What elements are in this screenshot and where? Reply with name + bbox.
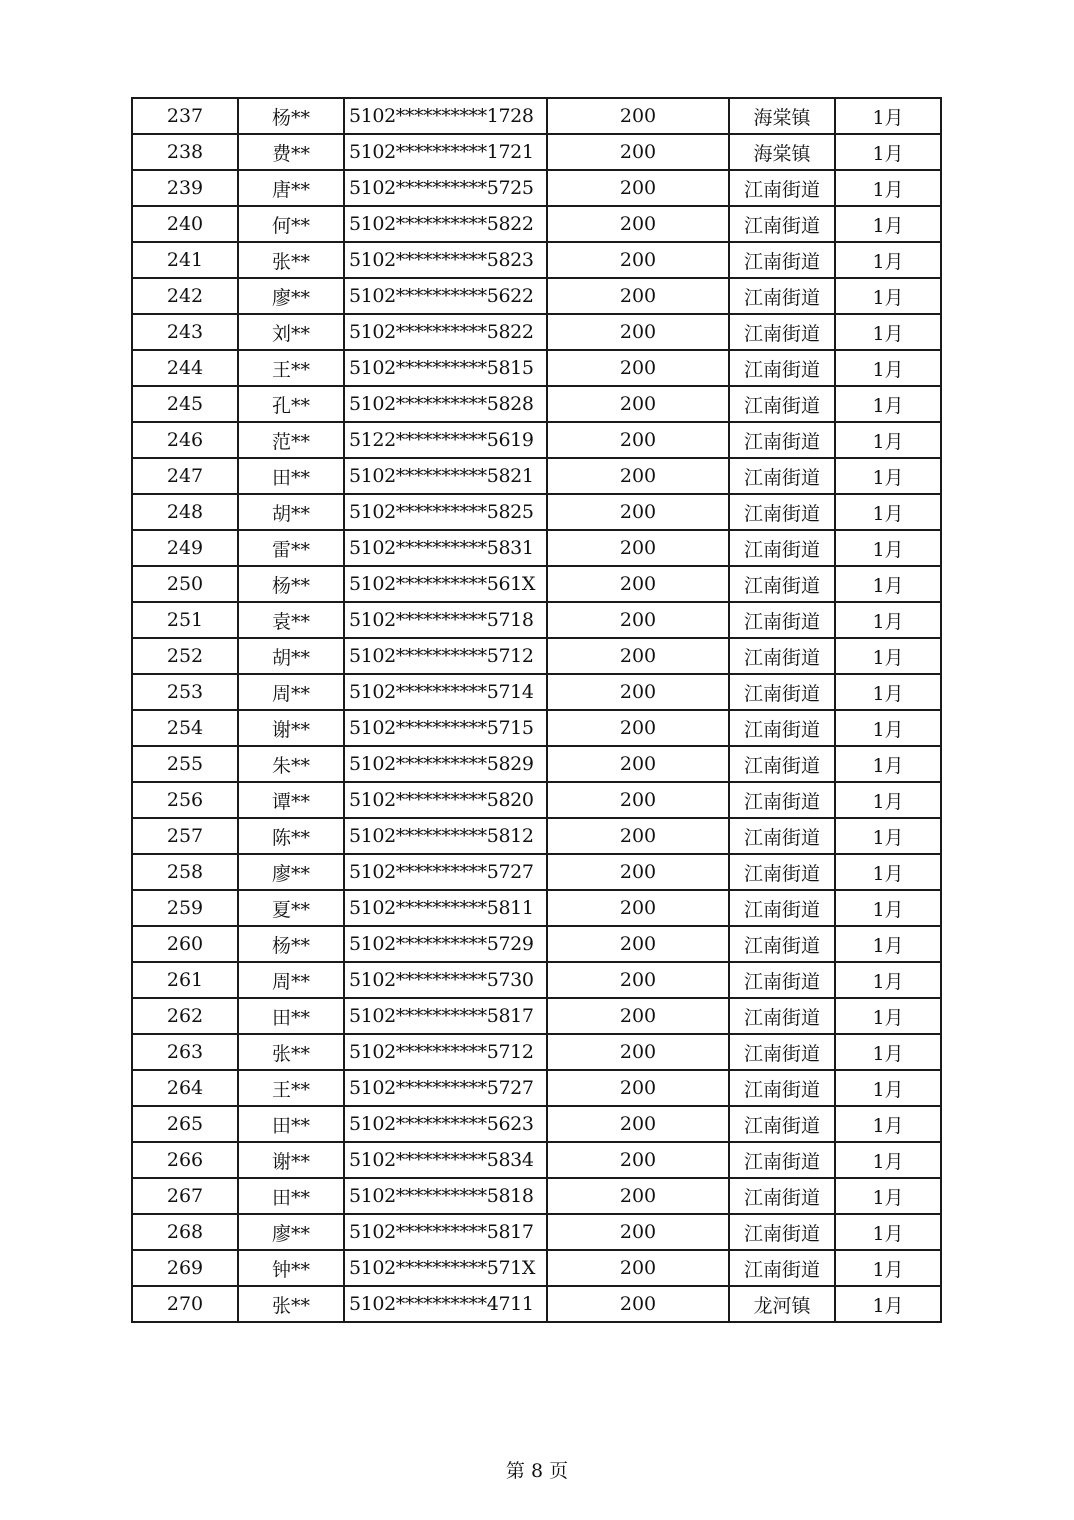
name-cell: 胡** — [238, 638, 344, 674]
id-number-cell: 5102**********5718 — [344, 602, 547, 638]
area-cell: 海棠镇 — [729, 98, 835, 134]
name-cell: 谢** — [238, 1142, 344, 1178]
id-number-cell: 5102**********1728 — [344, 98, 547, 134]
table-row — [132, 1286, 941, 1322]
amount-cell: 200 — [547, 854, 729, 890]
amount-cell: 200 — [547, 926, 729, 962]
amount-cell: 200 — [547, 422, 729, 458]
table-body — [132, 98, 941, 1322]
amount-cell: 200 — [547, 566, 729, 602]
area-cell: 江南街道 — [729, 1070, 835, 1106]
month-cell: 1月 — [835, 1034, 941, 1070]
area-cell: 江南街道 — [729, 494, 835, 530]
area-cell: 龙河镇 — [729, 1286, 835, 1322]
row-number-cell: 263 — [132, 1034, 238, 1070]
month-cell: 1月 — [835, 1070, 941, 1106]
table-row — [132, 206, 941, 242]
name-cell: 廖** — [238, 278, 344, 314]
month-cell: 1月 — [835, 602, 941, 638]
name-cell: 王** — [238, 1070, 344, 1106]
area-cell: 江南街道 — [729, 206, 835, 242]
row-number-cell: 242 — [132, 278, 238, 314]
amount-cell: 200 — [547, 242, 729, 278]
table-row — [132, 566, 941, 602]
month-cell: 1月 — [835, 854, 941, 890]
area-cell: 江南街道 — [729, 1106, 835, 1142]
amount-cell: 200 — [547, 998, 729, 1034]
id-number-cell: 5102**********5730 — [344, 962, 547, 998]
table-row — [132, 386, 941, 422]
name-cell: 胡** — [238, 494, 344, 530]
area-cell: 江南街道 — [729, 962, 835, 998]
row-number-cell: 249 — [132, 530, 238, 566]
row-number-cell: 251 — [132, 602, 238, 638]
month-cell: 1月 — [835, 1106, 941, 1142]
month-cell: 1月 — [835, 494, 941, 530]
month-cell: 1月 — [835, 278, 941, 314]
row-number-cell: 256 — [132, 782, 238, 818]
name-cell: 张** — [238, 1286, 344, 1322]
table-row — [132, 1142, 941, 1178]
row-number-cell: 246 — [132, 422, 238, 458]
name-cell: 唐** — [238, 170, 344, 206]
area-cell: 江南街道 — [729, 350, 835, 386]
id-number-cell: 5102**********5822 — [344, 206, 547, 242]
table-row — [132, 494, 941, 530]
row-number-cell: 245 — [132, 386, 238, 422]
amount-cell: 200 — [547, 98, 729, 134]
table-row — [132, 674, 941, 710]
row-number-cell: 261 — [132, 962, 238, 998]
table-row — [132, 1070, 941, 1106]
name-cell: 田** — [238, 1178, 344, 1214]
name-cell: 杨** — [238, 98, 344, 134]
amount-cell: 200 — [547, 782, 729, 818]
area-cell: 江南街道 — [729, 530, 835, 566]
row-number-cell: 267 — [132, 1178, 238, 1214]
table-row — [132, 422, 941, 458]
amount-cell: 200 — [547, 386, 729, 422]
month-cell: 1月 — [835, 530, 941, 566]
id-number-cell: 5122**********5619 — [344, 422, 547, 458]
id-number-cell: 5102**********5714 — [344, 674, 547, 710]
id-number-cell: 5102**********5829 — [344, 746, 547, 782]
row-number-cell: 250 — [132, 566, 238, 602]
id-number-cell: 5102**********5831 — [344, 530, 547, 566]
row-number-cell: 265 — [132, 1106, 238, 1142]
name-cell: 周** — [238, 674, 344, 710]
id-number-cell: 5102**********5822 — [344, 314, 547, 350]
table-row — [132, 1106, 941, 1142]
month-cell: 1月 — [835, 998, 941, 1034]
table-row — [132, 98, 941, 134]
amount-cell: 200 — [547, 1214, 729, 1250]
name-cell: 范** — [238, 422, 344, 458]
row-number-cell: 270 — [132, 1286, 238, 1322]
month-cell: 1月 — [835, 1178, 941, 1214]
name-cell: 王** — [238, 350, 344, 386]
area-cell: 江南街道 — [729, 422, 835, 458]
amount-cell: 200 — [547, 314, 729, 350]
row-number-cell: 243 — [132, 314, 238, 350]
area-cell: 江南街道 — [729, 170, 835, 206]
id-number-cell: 5102**********5817 — [344, 1214, 547, 1250]
amount-cell: 200 — [547, 458, 729, 494]
table-row — [132, 314, 941, 350]
row-number-cell: 244 — [132, 350, 238, 386]
id-number-cell: 5102**********5820 — [344, 782, 547, 818]
area-cell: 江南街道 — [729, 782, 835, 818]
table-row — [132, 926, 941, 962]
name-cell: 刘** — [238, 314, 344, 350]
row-number-cell: 241 — [132, 242, 238, 278]
month-cell: 1月 — [835, 1214, 941, 1250]
area-cell: 江南街道 — [729, 674, 835, 710]
row-number-cell: 266 — [132, 1142, 238, 1178]
id-number-cell: 5102**********5811 — [344, 890, 547, 926]
table-row — [132, 1034, 941, 1070]
name-cell: 袁** — [238, 602, 344, 638]
row-number-cell: 260 — [132, 926, 238, 962]
row-number-cell: 269 — [132, 1250, 238, 1286]
row-number-cell: 247 — [132, 458, 238, 494]
name-cell: 廖** — [238, 1214, 344, 1250]
table-row — [132, 278, 941, 314]
amount-cell: 200 — [547, 170, 729, 206]
id-number-cell: 5102**********5815 — [344, 350, 547, 386]
month-cell: 1月 — [835, 638, 941, 674]
table-row — [132, 998, 941, 1034]
month-cell: 1月 — [835, 962, 941, 998]
name-cell: 费** — [238, 134, 344, 170]
month-cell: 1月 — [835, 1250, 941, 1286]
table-row — [132, 242, 941, 278]
table-row — [132, 350, 941, 386]
area-cell: 江南街道 — [729, 890, 835, 926]
amount-cell: 200 — [547, 278, 729, 314]
row-number-cell: 253 — [132, 674, 238, 710]
month-cell: 1月 — [835, 746, 941, 782]
id-number-cell: 5102**********5715 — [344, 710, 547, 746]
table-row — [132, 170, 941, 206]
name-cell: 田** — [238, 458, 344, 494]
month-cell: 1月 — [835, 98, 941, 134]
id-number-cell: 5102**********571X — [344, 1250, 547, 1286]
row-number-cell: 252 — [132, 638, 238, 674]
table-row — [132, 1250, 941, 1286]
area-cell: 江南街道 — [729, 926, 835, 962]
amount-cell: 200 — [547, 1142, 729, 1178]
month-cell: 1月 — [835, 422, 941, 458]
table-row — [132, 530, 941, 566]
amount-cell: 200 — [547, 746, 729, 782]
name-cell: 周** — [238, 962, 344, 998]
table-row — [132, 818, 941, 854]
month-cell: 1月 — [835, 1142, 941, 1178]
name-cell: 谢** — [238, 710, 344, 746]
area-cell: 江南街道 — [729, 1214, 835, 1250]
month-cell: 1月 — [835, 386, 941, 422]
month-cell: 1月 — [835, 134, 941, 170]
amount-cell: 200 — [547, 206, 729, 242]
month-cell: 1月 — [835, 710, 941, 746]
table-row — [132, 134, 941, 170]
area-cell: 江南街道 — [729, 1250, 835, 1286]
row-number-cell: 262 — [132, 998, 238, 1034]
amount-cell: 200 — [547, 1070, 729, 1106]
amount-cell: 200 — [547, 710, 729, 746]
table-row — [132, 602, 941, 638]
name-cell: 孔** — [238, 386, 344, 422]
id-number-cell: 5102**********5825 — [344, 494, 547, 530]
amount-cell: 200 — [547, 350, 729, 386]
row-number-cell: 258 — [132, 854, 238, 890]
table-row — [132, 782, 941, 818]
row-number-cell: 268 — [132, 1214, 238, 1250]
table-row — [132, 638, 941, 674]
name-cell: 张** — [238, 242, 344, 278]
name-cell: 谭** — [238, 782, 344, 818]
amount-cell: 200 — [547, 1034, 729, 1070]
amount-cell: 200 — [547, 1250, 729, 1286]
name-cell: 田** — [238, 998, 344, 1034]
area-cell: 江南街道 — [729, 386, 835, 422]
amount-cell: 200 — [547, 494, 729, 530]
month-cell: 1月 — [835, 566, 941, 602]
id-number-cell: 5102**********4711 — [344, 1286, 547, 1322]
data-table — [131, 97, 942, 1323]
id-number-cell: 5102**********5828 — [344, 386, 547, 422]
table-row — [132, 1214, 941, 1250]
id-number-cell: 5102**********5725 — [344, 170, 547, 206]
table-row — [132, 458, 941, 494]
id-number-cell: 5102**********5623 — [344, 1106, 547, 1142]
area-cell: 江南街道 — [729, 710, 835, 746]
row-number-cell: 257 — [132, 818, 238, 854]
amount-cell: 200 — [547, 674, 729, 710]
month-cell: 1月 — [835, 818, 941, 854]
amount-cell: 200 — [547, 602, 729, 638]
amount-cell: 200 — [547, 962, 729, 998]
month-cell: 1月 — [835, 206, 941, 242]
row-number-cell: 254 — [132, 710, 238, 746]
area-cell: 江南街道 — [729, 278, 835, 314]
name-cell: 雷** — [238, 530, 344, 566]
month-cell: 1月 — [835, 242, 941, 278]
name-cell: 陈** — [238, 818, 344, 854]
row-number-cell: 255 — [132, 746, 238, 782]
amount-cell: 200 — [547, 530, 729, 566]
id-number-cell: 5102**********5818 — [344, 1178, 547, 1214]
row-number-cell: 238 — [132, 134, 238, 170]
id-number-cell: 5102**********561X — [344, 566, 547, 602]
row-number-cell: 259 — [132, 890, 238, 926]
area-cell: 江南街道 — [729, 314, 835, 350]
area-cell: 江南街道 — [729, 1178, 835, 1214]
row-number-cell: 237 — [132, 98, 238, 134]
area-cell: 江南街道 — [729, 602, 835, 638]
area-cell: 江南街道 — [729, 746, 835, 782]
name-cell: 夏** — [238, 890, 344, 926]
amount-cell: 200 — [547, 1178, 729, 1214]
area-cell: 江南街道 — [729, 1034, 835, 1070]
name-cell: 钟** — [238, 1250, 344, 1286]
table-row — [132, 1178, 941, 1214]
month-cell: 1月 — [835, 890, 941, 926]
id-number-cell: 5102**********5712 — [344, 1034, 547, 1070]
id-number-cell: 5102**********5712 — [344, 638, 547, 674]
id-number-cell: 5102**********5834 — [344, 1142, 547, 1178]
area-cell: 江南街道 — [729, 1142, 835, 1178]
name-cell: 杨** — [238, 566, 344, 602]
amount-cell: 200 — [547, 890, 729, 926]
area-cell: 江南街道 — [729, 854, 835, 890]
row-number-cell: 239 — [132, 170, 238, 206]
month-cell: 1月 — [835, 1286, 941, 1322]
id-number-cell: 5102**********5727 — [344, 854, 547, 890]
month-cell: 1月 — [835, 926, 941, 962]
month-cell: 1月 — [835, 674, 941, 710]
area-cell: 江南街道 — [729, 638, 835, 674]
month-cell: 1月 — [835, 458, 941, 494]
amount-cell: 200 — [547, 818, 729, 854]
area-cell: 江南街道 — [729, 242, 835, 278]
row-number-cell: 248 — [132, 494, 238, 530]
table-row — [132, 746, 941, 782]
area-cell: 江南街道 — [729, 566, 835, 602]
table-row — [132, 854, 941, 890]
month-cell: 1月 — [835, 350, 941, 386]
row-number-cell: 264 — [132, 1070, 238, 1106]
page-number: 第 8 页 — [505, 1460, 569, 1482]
table-row — [132, 710, 941, 746]
area-cell: 江南街道 — [729, 458, 835, 494]
amount-cell: 200 — [547, 638, 729, 674]
id-number-cell: 5102**********5812 — [344, 818, 547, 854]
month-cell: 1月 — [835, 314, 941, 350]
table-row — [132, 890, 941, 926]
id-number-cell: 5102**********5821 — [344, 458, 547, 494]
table-row — [132, 962, 941, 998]
id-number-cell: 5102**********5823 — [344, 242, 547, 278]
id-number-cell: 5102**********5727 — [344, 1070, 547, 1106]
month-cell: 1月 — [835, 782, 941, 818]
row-number-cell: 240 — [132, 206, 238, 242]
id-number-cell: 5102**********5817 — [344, 998, 547, 1034]
area-cell: 海棠镇 — [729, 134, 835, 170]
id-number-cell: 5102**********1721 — [344, 134, 547, 170]
name-cell: 张** — [238, 1034, 344, 1070]
id-number-cell: 5102**********5729 — [344, 926, 547, 962]
amount-cell: 200 — [547, 134, 729, 170]
area-cell: 江南街道 — [729, 998, 835, 1034]
id-number-cell: 5102**********5622 — [344, 278, 547, 314]
name-cell: 杨** — [238, 926, 344, 962]
name-cell: 朱** — [238, 746, 344, 782]
amount-cell: 200 — [547, 1106, 729, 1142]
area-cell: 江南街道 — [729, 818, 835, 854]
amount-cell: 200 — [547, 1286, 729, 1322]
name-cell: 田** — [238, 1106, 344, 1142]
month-cell: 1月 — [835, 170, 941, 206]
name-cell: 廖** — [238, 854, 344, 890]
name-cell: 何** — [238, 206, 344, 242]
